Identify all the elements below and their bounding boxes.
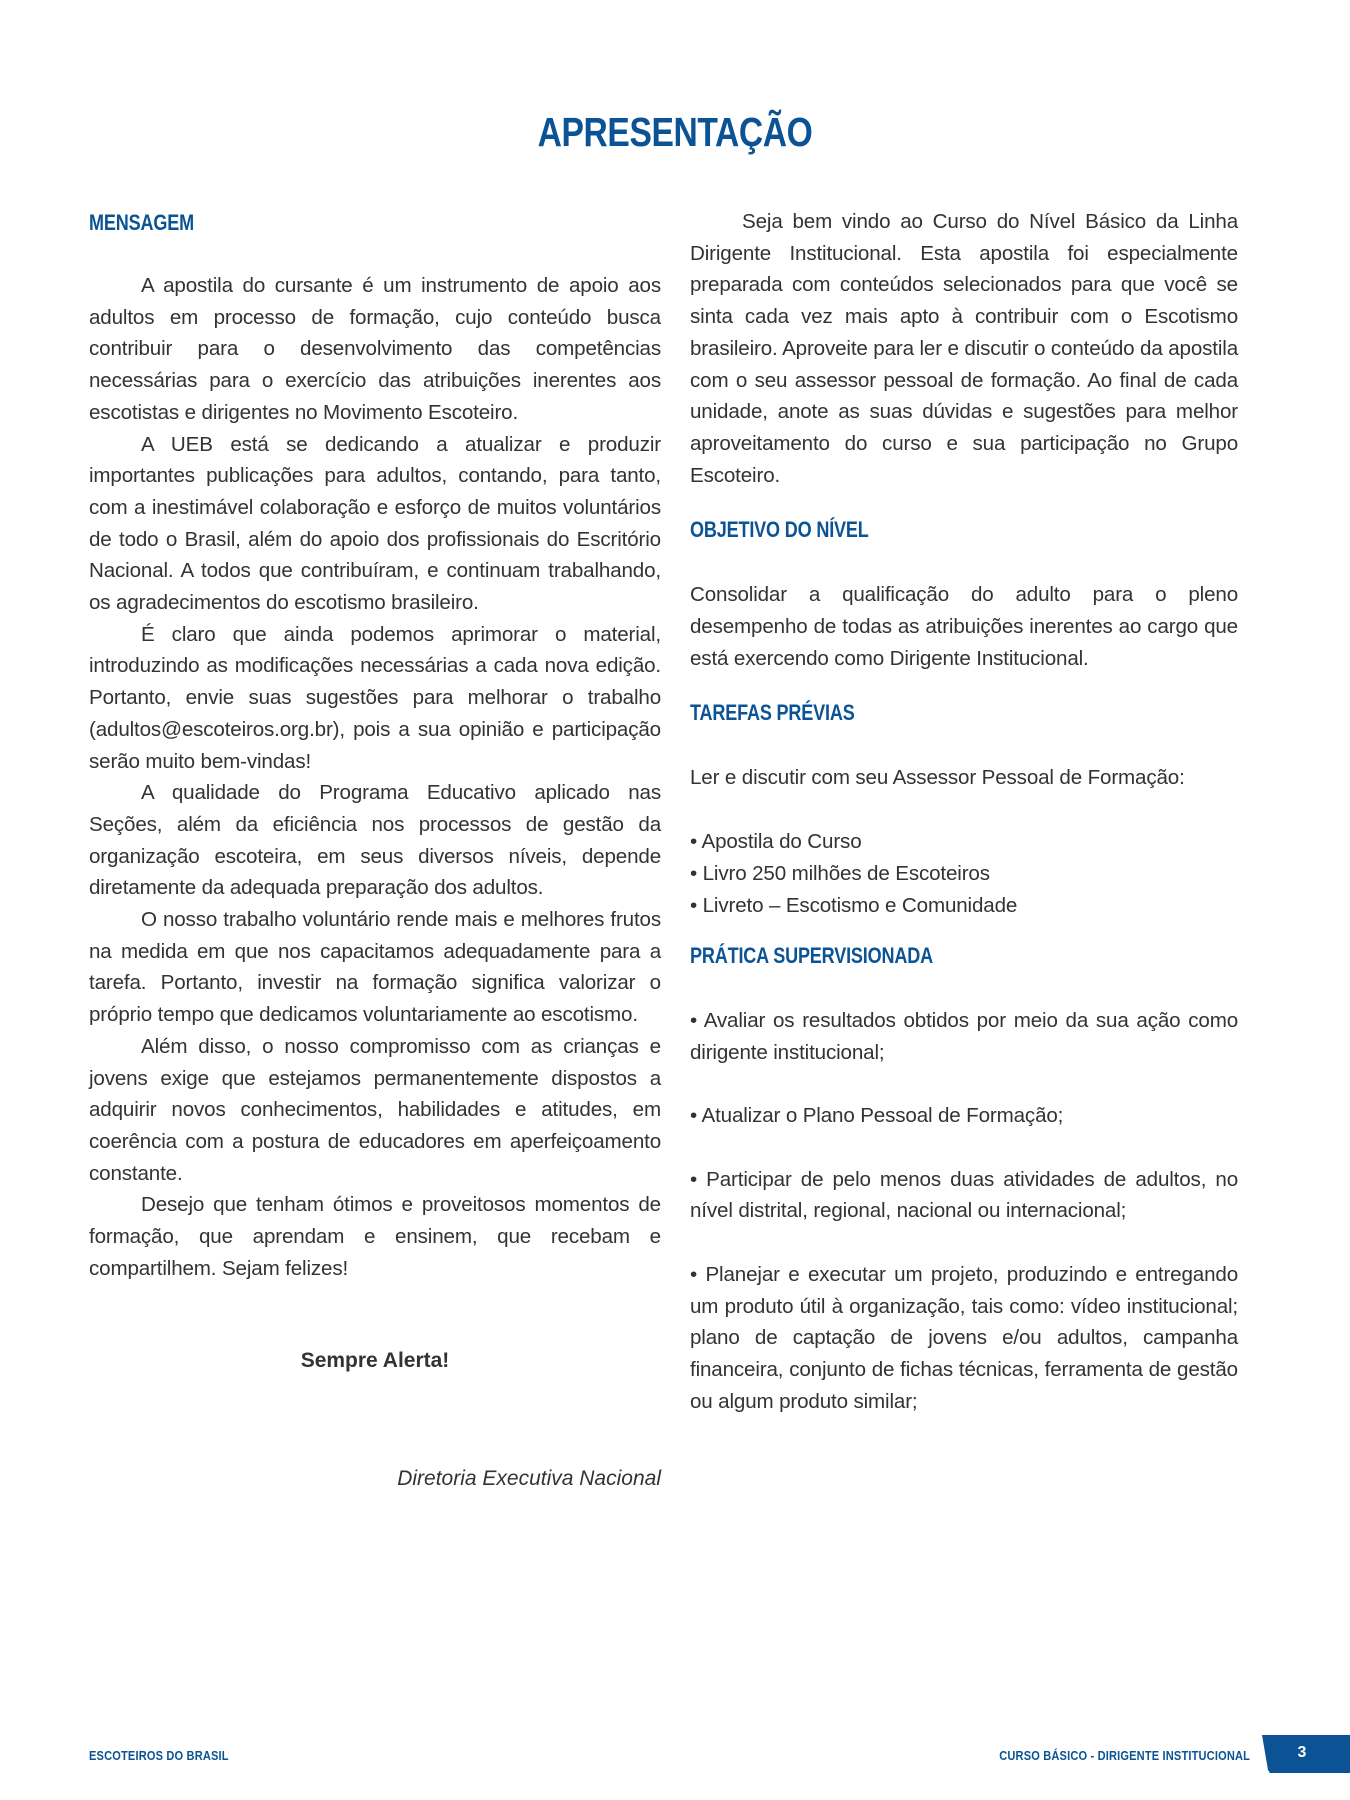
- paragraph: A qualidade do Programa Educativo aplicado nas Seções, além da eficiência nos processos de gestão da organização escoteira, em seus diversos níveis, depende diretamente da adequada preparação dos adultos.: [89, 781, 661, 900]
- section-heading-pratica: PRÁTICA SUPERVISIONADA: [690, 943, 933, 969]
- page-title: APRESENTAÇÃO: [537, 109, 813, 156]
- paragraph: A apostila do cursante é um instrumento de apoio aos adultos em processo de formação, cujo conteúdo busca contribuir para o desenvolvimento das competências necessárias para o exercício das atribuições inerentes aos escotistas e dirigentes no Movimento Escoteiro.: [89, 274, 661, 424]
- pratica-list: [690, 1005, 1238, 1417]
- tarefas-list: [690, 826, 1238, 921]
- right-column: [690, 210, 1238, 1417]
- section-heading-mensagem: MENSAGEM: [89, 210, 194, 235]
- page-number: 3: [1297, 1744, 1307, 1761]
- section-heading-objetivo: OBJETIVO DO NÍVEL: [690, 517, 869, 543]
- objetivo-text: Consolidar a qualificação do adulto para o pleno desempenho de todas as atribuições inerentes ao cargo que está exercendo como Dirigente Institucional.: [690, 583, 1238, 670]
- signature: Diretoria Executiva Nacional: [397, 1466, 661, 1490]
- footer-course-title: CURSO BÁSICO - DIRIGENTE INSTITUCIONAL: [999, 1748, 1250, 1763]
- signoff: Sempre Alerta!: [300, 1348, 450, 1372]
- left-column: [89, 210, 661, 1491]
- list-item: • Participar de pelo menos duas atividades de adultos, no nível distrital, regional, nacional ou internacional;: [690, 1167, 1238, 1223]
- paragraph: A UEB está se dedicando a atualizar e produzir importantes publicações para adultos, contando, para tanto, com a inestimável colaboração e esforço de muitos voluntários de todo o Brasil, além do apoio dos profissionais do Escritório Nacional. A todos que contribuíram, e continuam trabalhando, os agradecimentos do escotismo brasileiro.: [89, 432, 661, 615]
- section-heading-tarefas: TAREFAS PRÉVIAS: [690, 700, 855, 726]
- paragraph: Desejo que tenham ótimos e proveitosos momentos de formação, que aprendam e ensinem, que recebam e compartilhem. Sejam felizes!: [89, 1193, 661, 1280]
- paragraph: Além disso, o nosso compromisso com as crianças e jovens exige que estejamos permanentemente dispostos a adquirir novos conhecimentos, habilidades e atitudes, em coerência com a postura de educadores em aperfeiçoamento constante.: [89, 1034, 661, 1185]
- list-item: • Apostila do Curso: [690, 830, 862, 854]
- list-item: • Livro 250 milhões de Escoteiros: [690, 861, 990, 885]
- paragraph: É claro que ainda podemos aprimorar o material, introduzindo as modificações necessárias a cada nova edição. Portanto, envie suas sugestões para melhorar o trabalho (adultos@escoteiros.org.br), pois a sua opinião e participação serão muito bem-vindas!: [89, 622, 661, 773]
- paragraph: O nosso trabalho voluntário rende mais e melhores frutos na medida em que nos capacitamos adequadamente para a tarefa. Portanto, investir na formação significa valorizar o próprio tempo que dedicamos voluntariamente ao escotismo.: [89, 908, 661, 1027]
- tarefas-intro: Ler e discutir com seu Assessor Pessoal de Formação:: [690, 766, 1185, 790]
- footer-organization: ESCOTEIROS DO BRASIL: [89, 1748, 229, 1763]
- intro-paragraph: Seja bem vindo ao Curso do Nível Básico da Linha Dirigente Institucional. Esta apostila foi especialmente preparada com conteúdos selecionados para que você se sinta cada vez mais apto à contribuir com o Escotismo brasileiro. Aproveite para ler e discutir o conteúdo da apostila com o seu assessor pessoal de formação. Ao final de cada unidade, anote as suas dúvidas e sugestões para melhor aproveitamento do curso e sua participação no Grupo Escoteiro.: [690, 210, 1238, 487]
- list-item: • Planejar e executar um projeto, produzindo e entregando um produto útil à organização, tais como: vídeo institucional; plano de captação de jovens e/ou adultos, campanha financeira, conjunto de fichas técnicas, ferramenta de gestão ou algum produto similar;: [690, 1262, 1238, 1413]
- list-item: • Livreto – Escotismo e Comunidade: [690, 893, 1018, 917]
- list-item: • Avaliar os resultados obtidos por meio da sua ação como dirigente institucional;: [690, 1009, 1238, 1064]
- list-item: • Atualizar o Plano Pessoal de Formação;: [690, 1104, 1064, 1128]
